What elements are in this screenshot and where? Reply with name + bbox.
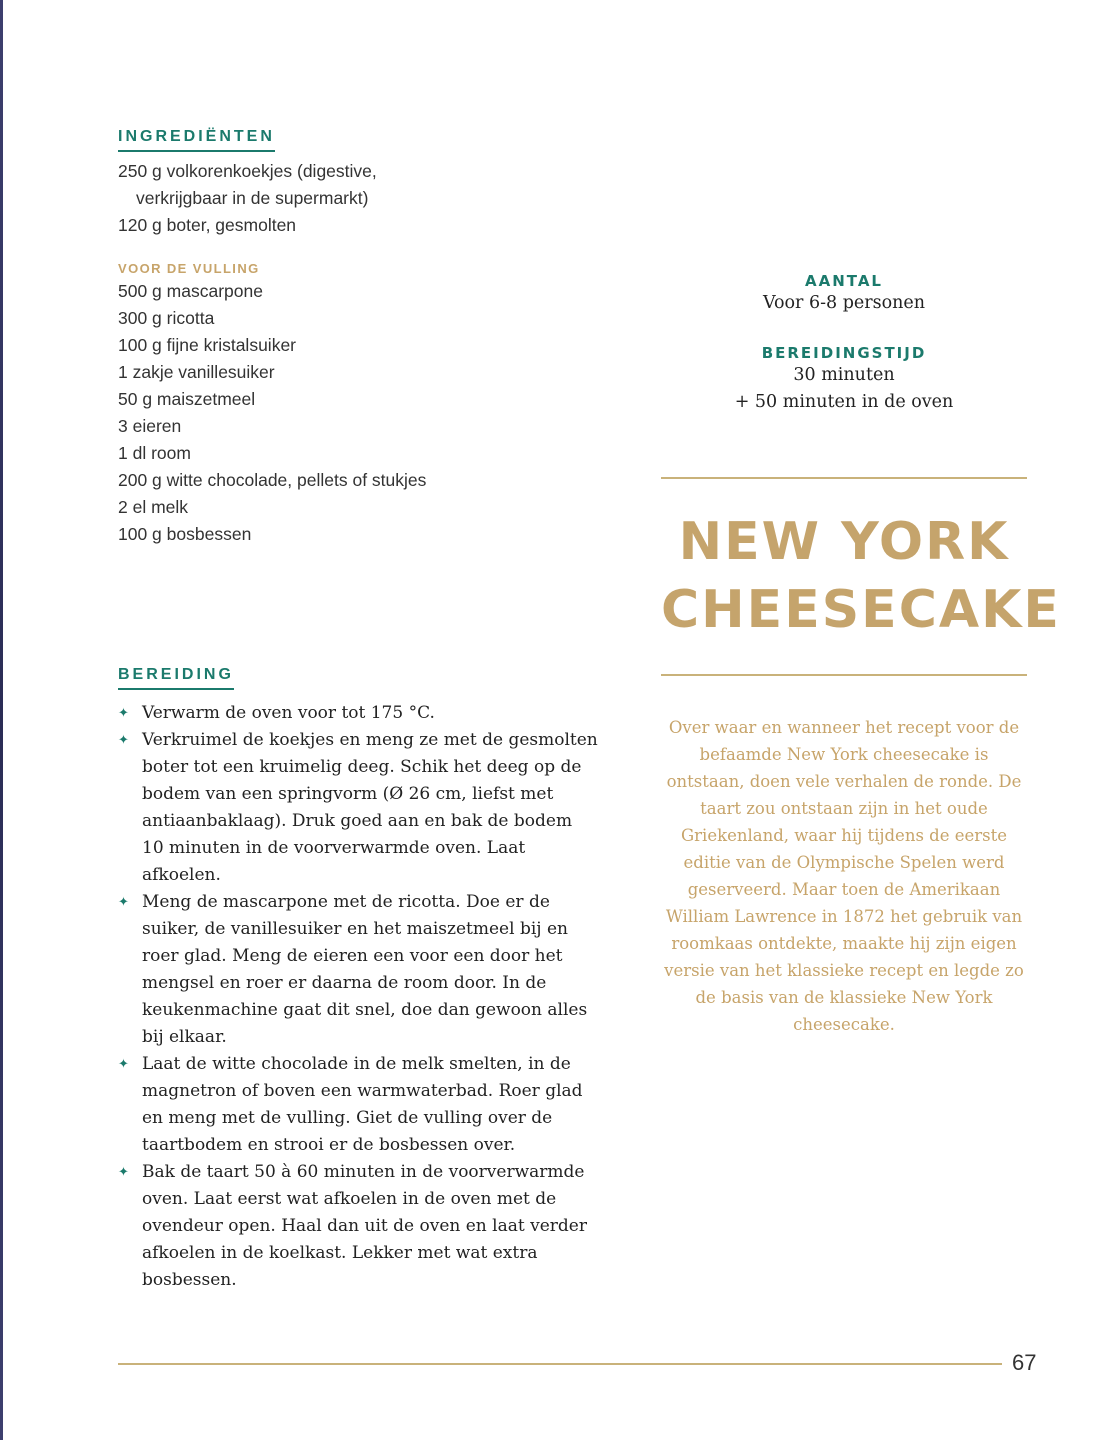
ingredient-item: 3 eieren xyxy=(118,416,182,436)
ingredient-item: 50 g maiszetmeel xyxy=(118,389,256,409)
servings-heading: AANTAL xyxy=(804,272,883,290)
step-item xyxy=(118,1051,598,1159)
page-number: 67 xyxy=(1012,1350,1037,1375)
step-item xyxy=(118,700,598,727)
footer-divider xyxy=(118,1363,1002,1365)
ingredient-item: 100 g bosbessen xyxy=(118,524,252,544)
book-spine-edge xyxy=(0,0,3,1440)
ingredient-item: 2 el melk xyxy=(118,497,189,517)
arrow-bullet-icon: ✦ xyxy=(118,895,129,910)
filling-subheading: VOOR DE VULLING xyxy=(118,261,260,276)
recipe-title xyxy=(661,508,1061,644)
title-top-divider xyxy=(661,477,1027,479)
step-text: Verwarm de oven voor tot 175 °C. xyxy=(142,703,435,723)
ingredient-item: 200 g witte chocolade, pellets of stukjes xyxy=(118,470,427,490)
ingredients-filling-list xyxy=(118,278,598,548)
preparation-steps xyxy=(118,700,598,1294)
title-bottom-divider xyxy=(661,674,1027,676)
ingredient-item: 120 g boter, gesmolten xyxy=(118,215,297,235)
ingredients-section xyxy=(118,128,598,548)
intro-text: Over waar en wanneer het recept voor de befaamde New York cheesecake is ontstaan, doen vele verhalen de ronde. De taart zou ontstaan zijn in het oude Griekenland, waar hij tijdens de eerste editie van de Olympische Spelen werd geserveerd. Maar toen de Amerikaan William Lawrence in 1872 het gebruik van roomkaas ontdekte, maakte hij zijn eigen versie van het klassieke recept en legde zo de basis van de klassieke New York cheesecake. xyxy=(664,718,1024,1034)
time-value: 30 minuten xyxy=(793,365,895,385)
arrow-bullet-icon: ✦ xyxy=(118,1057,129,1072)
ingredients-base-list xyxy=(118,158,598,239)
step-item xyxy=(118,727,598,889)
ingredient-item: verkrijgbaar in de supermarkt) xyxy=(136,188,369,208)
step-text: Bak de taart 50 à 60 minuten in de voorverwarmde oven. Laat eerst wat afkoelen in de oven met de ovendeur open. Haal dan uit de oven en laat verder afkoelen in de koelkast. Lekker met wat extra bosbessen. xyxy=(142,1162,587,1290)
step-item xyxy=(118,889,598,1051)
step-text: Verkruimel de koekjes en meng ze met de gesmolten boter tot een kruimelig deeg. Schik het deeg op de bodem van een springvorm (Ø 26 cm, liefst met antiaanbaklaag). Druk goed aan en bak de bodem 10 minuten in de voorverwarmde oven. Laat afkoelen. xyxy=(142,730,598,885)
ingredient-item: 100 g fijne kristalsuiker xyxy=(118,335,296,355)
ingredient-item: 1 zakje vanillesuiker xyxy=(118,362,275,382)
recipe-meta xyxy=(661,272,1027,416)
arrow-bullet-icon: ✦ xyxy=(118,1165,129,1180)
time-heading: BEREIDINGSTIJD xyxy=(761,344,927,362)
ingredient-item: 1 dl room xyxy=(118,443,191,463)
ingredient-item: 250 g volkorenkoekjes (digestive, xyxy=(118,161,377,181)
ingredient-item: 500 g mascarpone xyxy=(118,281,263,301)
title-line: CHEESECAKE xyxy=(661,580,1061,640)
arrow-bullet-icon: ✦ xyxy=(118,706,129,721)
preparation-section xyxy=(118,666,598,1294)
ingredients-heading: INGREDIËNTEN xyxy=(118,128,275,152)
time-value-oven: + 50 minuten in de oven xyxy=(734,392,954,412)
step-item xyxy=(118,1159,598,1294)
preparation-heading: BEREIDING xyxy=(118,666,234,690)
step-text: Meng de mascarpone met de ricotta. Doe er de suiker, de vanillesuiker en het maiszetmeel bij en roer glad. Meng de eieren een voor een door het mengsel en roer er daarna de room door. In de keukenmachine gaat dit snel, doe dan gewoon alles bij elkaar. xyxy=(142,892,588,1047)
arrow-bullet-icon: ✦ xyxy=(118,733,129,748)
step-text: Laat de witte chocolade in de melk smelten, in de magnetron of boven een warmwaterbad. Roer glad en meng met de vulling. Giet de vulling over de taartbodem en strooi er de bosbessen over. xyxy=(142,1054,583,1155)
title-line: NEW YORK xyxy=(678,512,1010,572)
servings-value: Voor 6-8 personen xyxy=(762,293,926,313)
ingredient-item: 300 g ricotta xyxy=(118,308,215,328)
